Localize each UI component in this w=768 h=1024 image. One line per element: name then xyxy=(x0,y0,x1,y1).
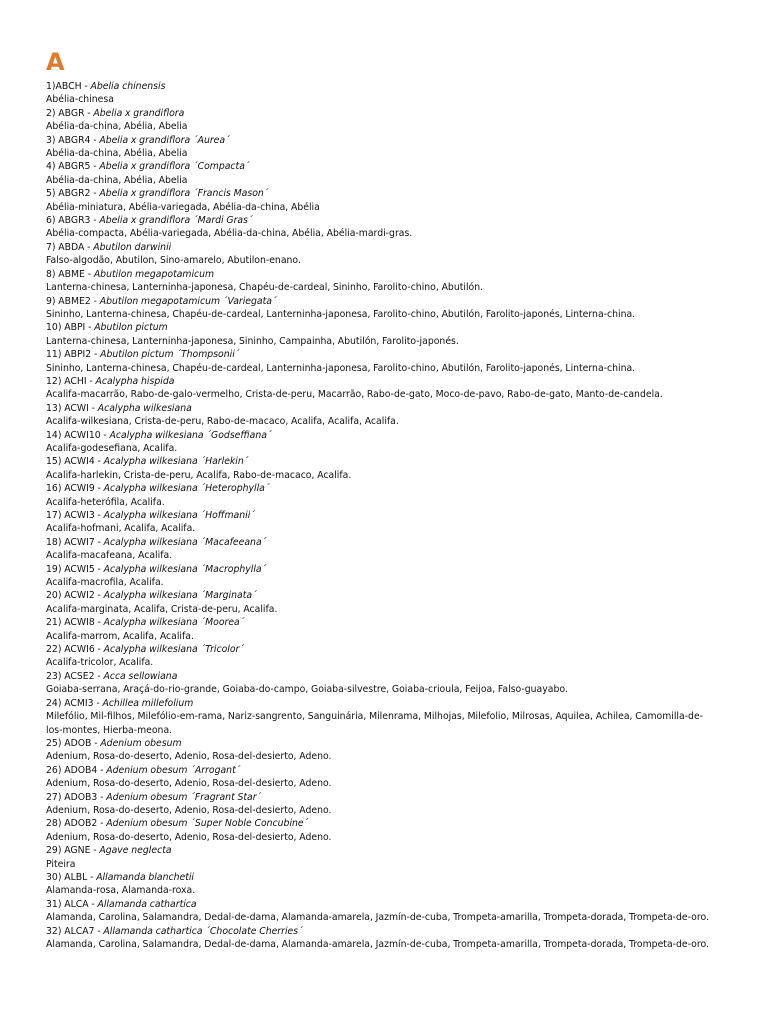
entry-separator: - xyxy=(90,295,100,307)
scientific-name: Allamanda blanchetii xyxy=(96,871,195,883)
plant-entry xyxy=(46,241,716,268)
plant-entry xyxy=(46,697,716,737)
plant-entry-list xyxy=(46,80,716,951)
common-names: Abélia-chinesa xyxy=(46,94,114,106)
scientific-name: Adenium obesum ´Fragrant Star´ xyxy=(106,791,262,803)
plant-entry xyxy=(46,898,716,925)
section-letter-heading: A xyxy=(46,48,65,76)
plant-entry xyxy=(46,670,716,697)
entry-code: 20) ACWI2 xyxy=(46,590,95,602)
scientific-name: Abutilon megapotamicum ´Variegata´ xyxy=(99,295,277,307)
common-names: Sininho, Lanterna-chinesa, Chapéu-de-cardeal, Lanterninha-japonesa, Farolito-chino, Abutilón, Farolito-japonés, Linterna-china. xyxy=(46,362,636,374)
entry-code-line xyxy=(46,791,716,804)
scientific-name: Abelia chinensis xyxy=(90,81,166,92)
entry-code: 29) AGNE xyxy=(46,845,91,857)
entry-code-line xyxy=(46,241,716,254)
scientific-name: Abutilon pictum ´Thompsonii´ xyxy=(100,349,240,361)
common-names: Sininho, Lanterna-chinesa, Chapéu-de-cardeal, Lanterninha-japonesa, Farolito-chino, Abutilón, Farolito-japonés, Linterna-china. xyxy=(46,308,636,320)
common-names: Acalifa-marginata, Acalifa, Crista-de-peru, Acalifa. xyxy=(46,603,278,615)
entry-separator: - xyxy=(90,215,100,227)
entry-code-line xyxy=(46,295,716,308)
entry-separator: - xyxy=(94,456,104,468)
scientific-name: Acalypha wilkesiana ´Moorea´ xyxy=(103,617,245,629)
scientific-name: Acalypha wilkesiana ´Tricolor´ xyxy=(103,644,245,656)
plant-entry xyxy=(46,509,716,536)
entry-separator: - xyxy=(93,697,103,709)
entry-code: 11) ABPI2 xyxy=(46,349,92,361)
entry-code: 6) ABGR3 xyxy=(46,215,91,227)
entry-code: 2) ABGR xyxy=(46,107,85,119)
scientific-name: Adenium obesum ´Arrogant´ xyxy=(106,764,241,776)
common-names: Acalifa-marrom, Acalifa, Acalifa. xyxy=(46,630,194,642)
entry-code: 17) ACWI3 xyxy=(46,510,95,521)
entry-code-line xyxy=(46,375,716,388)
entry-code: 19) ACWI5 xyxy=(46,563,95,575)
entry-code: 7) ABDA xyxy=(46,241,85,253)
entry-code: 5) ABGR2 xyxy=(46,188,91,200)
entry-code: 13) ACWI xyxy=(46,402,89,414)
entry-separator: - xyxy=(90,845,100,857)
scientific-name: Abelia x grandiflora xyxy=(93,107,185,119)
scientific-name: Abelia x grandiflora ´Francis Mason´ xyxy=(99,188,269,200)
entry-code-line xyxy=(46,321,716,334)
common-names: Adenium, Rosa-do-deserto, Adenio, Rosa-del-desierto, Adeno. xyxy=(46,831,332,843)
scientific-name: Acalypha wilkesiana ´Godseffiana´ xyxy=(109,429,272,441)
entry-code: 32) ALCA7 xyxy=(46,925,95,937)
common-names: Milefólio, Mil-filhos, Milefólio-em-rama, Nariz-sangrento, Sanguinária, Milenrama, Milhojas, Milefolio, Milrosas, Aquilea, Achilea, Camomilla-de-los-montes, Hierba-meona. xyxy=(46,711,704,736)
entry-separator: - xyxy=(97,791,107,803)
plant-entry xyxy=(46,80,716,107)
entry-separator: - xyxy=(90,188,100,200)
entry-separator: - xyxy=(94,670,104,682)
common-names: Acalifa-macarrão, Rabo-de-galo-vermelho, Crista-de-peru, Macarrão, Rabo-de-gato, Moco-de-pavo, Rabo-de-gato, Manto-de-candela. xyxy=(46,389,663,401)
entry-separator: - xyxy=(88,402,98,414)
plant-entry xyxy=(46,214,716,241)
plant-entry xyxy=(46,563,716,590)
entry-code-line xyxy=(46,455,716,468)
entry-code: 15) ACWI4 xyxy=(46,456,95,468)
entry-code-line xyxy=(46,643,716,656)
entry-code: 31) ALCA xyxy=(46,898,89,910)
entry-code-line xyxy=(46,737,716,750)
plant-entry xyxy=(46,764,716,791)
entry-code-line xyxy=(46,670,716,683)
entry-code-line xyxy=(46,697,716,710)
entry-separator: - xyxy=(90,134,100,146)
scientific-name: Abelia x grandiflora ´Aurea´ xyxy=(99,134,230,146)
plant-entry xyxy=(46,295,716,322)
common-names: Abélia-da-china, Abélia, Abelia xyxy=(46,174,188,186)
common-names: Acalifa-harlekin, Crista-de-peru, Acalifa, Rabo-de-macaco, Acalifa. xyxy=(46,469,352,481)
entry-separator: - xyxy=(84,268,94,280)
common-names: Falso-algodão, Abutilon, Sino-amarelo, Abutilon-enano. xyxy=(46,255,301,267)
plant-entry xyxy=(46,844,716,871)
common-names: Adenium, Rosa-do-deserto, Adenio, Rosa-del-desierto, Adeno. xyxy=(46,804,332,816)
scientific-name: Acalypha wilkesiana ´Macrophylla´ xyxy=(103,563,267,575)
entry-separator: - xyxy=(84,241,94,253)
common-names: Alamanda-rosa, Alamanda-roxa. xyxy=(46,885,196,897)
entry-code: 23) ACSE2 xyxy=(46,670,95,682)
plant-entry xyxy=(46,455,716,482)
entry-separator: - xyxy=(94,483,104,495)
scientific-name: Allamanda cathartica ´Chocolate Cherries´ xyxy=(103,925,303,937)
scientific-name: Abelia x grandiflora ´Compacta´ xyxy=(99,161,250,173)
common-names: Adenium, Rosa-do-deserto, Adenio, Rosa-del-desierto, Adeno. xyxy=(46,751,332,763)
entry-code-line xyxy=(46,482,716,495)
common-names: Lanterna-chinesa, Lanterninha-japonesa, Chapéu-de-cardeal, Sininho, Farolito-chino, Abutilón. xyxy=(46,282,484,294)
plant-entry xyxy=(46,321,716,348)
entry-separator: - xyxy=(94,925,104,937)
common-names: Abélia-compacta, Abélia-variegada, Abélia-da-china, Abélia, Abélia-mardi-gras. xyxy=(46,228,413,240)
entry-code-line xyxy=(46,563,716,576)
entry-code: 4) ABGR5 xyxy=(46,161,91,173)
scientific-name: Abelia x grandiflora ´Mardi Gras´ xyxy=(99,215,253,227)
plant-entry xyxy=(46,616,716,643)
entry-separator: - xyxy=(94,644,104,656)
entry-code-line xyxy=(46,925,716,938)
scientific-name: Adenium obesum ´Super Noble Concubine´ xyxy=(106,818,309,830)
plant-entry xyxy=(46,187,716,214)
entry-code-line xyxy=(46,817,716,830)
entry-code-line xyxy=(46,898,716,911)
entry-code: 18) ACWI7 xyxy=(46,536,95,548)
common-names: Alamanda, Carolina, Salamandra, Dedal-de-dama, Alamanda-amarela, Jazmín-de-cuba, Trompeta-amarilla, Trompeta-dorada, Trompeta-de-oro. xyxy=(46,939,709,950)
entry-code: 9) ABME2 xyxy=(46,295,91,307)
entry-code-line xyxy=(46,536,716,549)
entry-code-line xyxy=(46,402,716,415)
scientific-name: Acalypha wilkesiana ´Heterophylla´ xyxy=(103,483,270,495)
entry-separator: - xyxy=(91,737,101,749)
scientific-name: Acalypha wilkesiana xyxy=(97,402,192,414)
entry-code: 14) ACWI10 xyxy=(46,429,101,441)
entry-code-line xyxy=(46,268,716,281)
entry-separator: - xyxy=(85,322,95,334)
plant-entry xyxy=(46,429,716,456)
scientific-name: Acalypha wilkesiana ´Marginata´ xyxy=(103,590,257,602)
scientific-name: Acalypha hispida xyxy=(95,375,175,387)
entry-code: 30) ALBL xyxy=(46,871,88,883)
entry-code: 8) ABME xyxy=(46,268,85,280)
entry-code: 24) ACMI3 xyxy=(46,697,94,709)
scientific-name: Acalypha wilkesiana ´Harlekin´ xyxy=(103,456,249,468)
common-names: Abélia-miniatura, Abélia-variegada, Abélia-da-china, Abélia xyxy=(46,201,320,213)
common-names: Acalifa-wilkesiana, Crista-de-peru, Rabo-de-macaco, Acalifa, Acalifa, Acalifa. xyxy=(46,416,399,428)
plant-entry xyxy=(46,402,716,429)
plant-entry xyxy=(46,817,716,844)
common-names: Lanterna-chinesa, Lanterninha-japonesa, Sininho, Campainha, Abutilón, Farolito-japonés. xyxy=(46,335,459,347)
entry-separator: - xyxy=(91,349,101,361)
entry-separator: - xyxy=(94,617,104,629)
entry-code-line xyxy=(46,764,716,777)
entry-separator: - xyxy=(94,510,104,521)
scientific-name: Allamanda cathartica xyxy=(97,898,197,910)
plant-entry xyxy=(46,643,716,670)
common-names: Acalifa-macafeana, Acalifa. xyxy=(46,550,173,562)
plant-entry xyxy=(46,925,716,952)
entry-separator: - xyxy=(90,161,100,173)
entry-code-line xyxy=(46,589,716,602)
entry-code-line xyxy=(46,160,716,173)
plant-entry xyxy=(46,107,716,134)
common-names: Acalifa-tricolor, Acalifa. xyxy=(46,657,154,669)
common-names: Alamanda, Carolina, Salamandra, Dedal-de-dama, Alamanda-amarela, Jazmín-de-cuba, Trompeta-amarilla, Trompeta-dorada, Trompeta-de-oro. xyxy=(46,912,709,924)
plant-entry xyxy=(46,536,716,563)
entry-code-line xyxy=(46,107,716,120)
scientific-name: Abutilon pictum xyxy=(94,322,168,334)
entry-separator: - xyxy=(94,536,104,548)
scientific-name: Abutilon megapotamicum xyxy=(93,268,215,280)
entry-code: 22) ACWI6 xyxy=(46,644,95,656)
entry-code-line xyxy=(46,80,716,93)
plant-entry xyxy=(46,348,716,375)
common-names: Piteira xyxy=(46,858,76,870)
common-names: Acalifa-hofmani, Acalifa, Acalifa. xyxy=(46,523,196,535)
scientific-name: Abutilon darwinii xyxy=(93,241,172,253)
entry-separator: - xyxy=(100,429,110,441)
entry-code: 10) ABPI xyxy=(46,322,86,334)
entry-separator: - xyxy=(81,81,91,92)
entry-code-line xyxy=(46,509,716,522)
entry-code: 16) ACWI9 xyxy=(46,483,95,495)
entry-separator: - xyxy=(86,375,96,387)
entry-code-line xyxy=(46,214,716,227)
entry-code-line xyxy=(46,134,716,147)
scientific-name: Agave neglecta xyxy=(99,845,172,857)
entry-separator: - xyxy=(88,898,98,910)
plant-entry xyxy=(46,160,716,187)
common-names: Adenium, Rosa-do-deserto, Adenio, Rosa-del-desierto, Adeno. xyxy=(46,778,332,790)
entry-separator: - xyxy=(94,590,104,602)
plant-entry xyxy=(46,268,716,295)
entry-separator: - xyxy=(94,563,104,575)
entry-code: 26) ADOB4 xyxy=(46,764,98,776)
plant-entry xyxy=(46,589,716,616)
entry-code: 21) ACWI8 xyxy=(46,617,95,629)
entry-separator: - xyxy=(84,107,94,119)
scientific-name: Acca sellowiana xyxy=(103,670,178,682)
plant-entry xyxy=(46,375,716,402)
entry-code: 27) ADOB3 xyxy=(46,791,98,803)
common-names: Abélia-da-china, Abélia, Abelia xyxy=(46,121,188,133)
common-names: Goiaba-serrana, Araçá-do-rio-grande, Goiaba-do-campo, Goiaba-silvestre, Goiaba-crioula, Feijoa, Falso-guayabo. xyxy=(46,684,568,696)
entry-code-line xyxy=(46,871,716,884)
scientific-name: Acalypha wilkesiana ´Macafeeana´ xyxy=(103,536,267,548)
plant-entry xyxy=(46,871,716,898)
plant-entry xyxy=(46,134,716,161)
entry-code: 25) ADOB xyxy=(46,737,92,749)
scientific-name: Acalypha wilkesiana ´Hoffmanii´ xyxy=(103,510,255,521)
plant-entry xyxy=(46,737,716,764)
entry-code-line xyxy=(46,187,716,200)
entry-separator: - xyxy=(97,818,107,830)
entry-code: 28) ADOB2 xyxy=(46,818,98,830)
entry-code: 1)ABCH xyxy=(46,81,82,92)
common-names: Abélia-da-china, Abélia, Abelia xyxy=(46,148,188,160)
plant-entry xyxy=(46,482,716,509)
scientific-name: Adenium obesum xyxy=(100,737,182,749)
plant-entry xyxy=(46,791,716,818)
entry-separator: - xyxy=(97,764,107,776)
common-names: Acalifa-macrofila, Acalifa. xyxy=(46,577,164,589)
entry-code-line xyxy=(46,844,716,857)
entry-separator: - xyxy=(87,871,97,883)
entry-code-line xyxy=(46,429,716,442)
entry-code-line xyxy=(46,616,716,629)
scientific-name: Achillea millefolium xyxy=(102,697,194,709)
common-names: Acalifa-heterófila, Acalifa. xyxy=(46,496,165,508)
entry-code: 3) ABGR4 xyxy=(46,134,91,146)
entry-code: 12) ACHI xyxy=(46,375,87,387)
common-names: Acalifa-godesefiana, Acalifa. xyxy=(46,442,178,454)
entry-code-line xyxy=(46,348,716,361)
